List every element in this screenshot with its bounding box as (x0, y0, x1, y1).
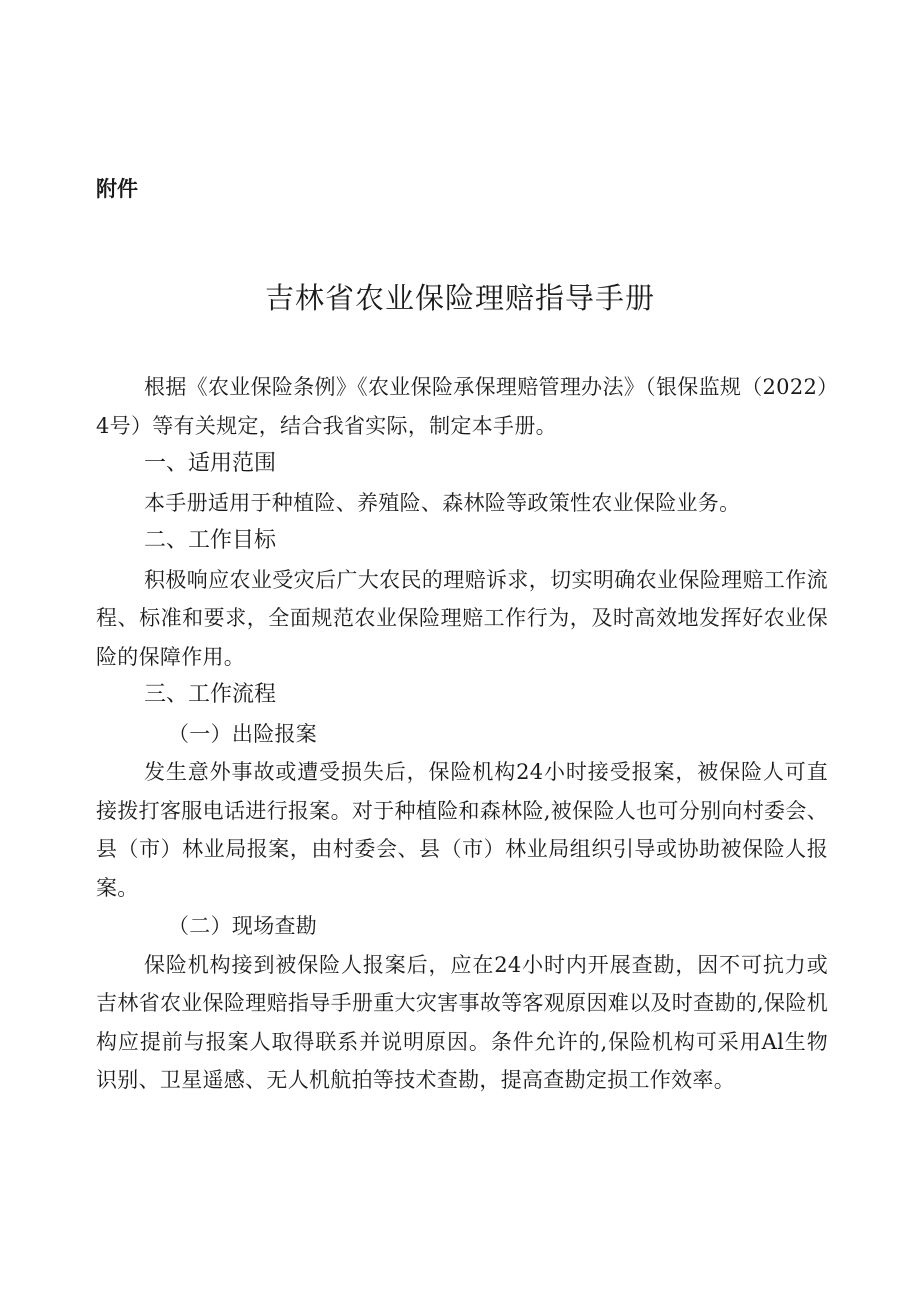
section-heading-goals: 二、工作目标 (144, 528, 277, 553)
goals-paragraph: 积极响应农业受灾后广大农民的理赔诉求，切实明确农业保险理赔工作流程、标准和要求，全面规范农业保险理赔工作行为，及时高效地发挥好农业保险的保障作用。 (96, 567, 828, 669)
document-title: 吉林省农业保险理赔指导手册 (264, 281, 655, 315)
section-heading-scope: 一、适用范围 (144, 451, 277, 476)
subsection-heading-report: （一）出险报案 (168, 721, 318, 746)
document-body (96, 368, 828, 1100)
section-heading-workflow: 三、工作流程 (144, 682, 277, 707)
attachment-label: 附件 (96, 177, 138, 201)
intro-paragraph: 根据《农业保险条例》《农业保险承保理赔管理办法》（银保监规（2022）4号）等有关规定，结合我省实际，制定本手册。 (96, 375, 828, 438)
subsection-heading-survey: （二）现场查勘 (168, 914, 318, 938)
survey-paragraph: 保险机构接到被保险人报案后，应在24小时内开展查勘，因不可抗力或吉林省农业保险理赔指导手册重大灾害事故等客观原因难以及时查勘的,保险机构应提前与报案人取得联系并说明原因。条件允许的,保险机构可采用Al生物识别、卫星遥感、无人机航拍等技术查勘，提高查勘定损工作效率。 (96, 952, 828, 1092)
scope-paragraph: 本手册适用于种植险、养殖险、森林险等政策性农业保险业务。 (144, 490, 741, 515)
report-paragraph: 发生意外事故或遭受损失后，保险机构24小时接受报案，被保险人可直接拨打客服电话进行报案。对于种植险和森林险,被保险人也可分别向村委会、县（市）林业局报案，由村委会、县（市）林业局组织引导或协助被保险人报案。 (96, 760, 828, 900)
